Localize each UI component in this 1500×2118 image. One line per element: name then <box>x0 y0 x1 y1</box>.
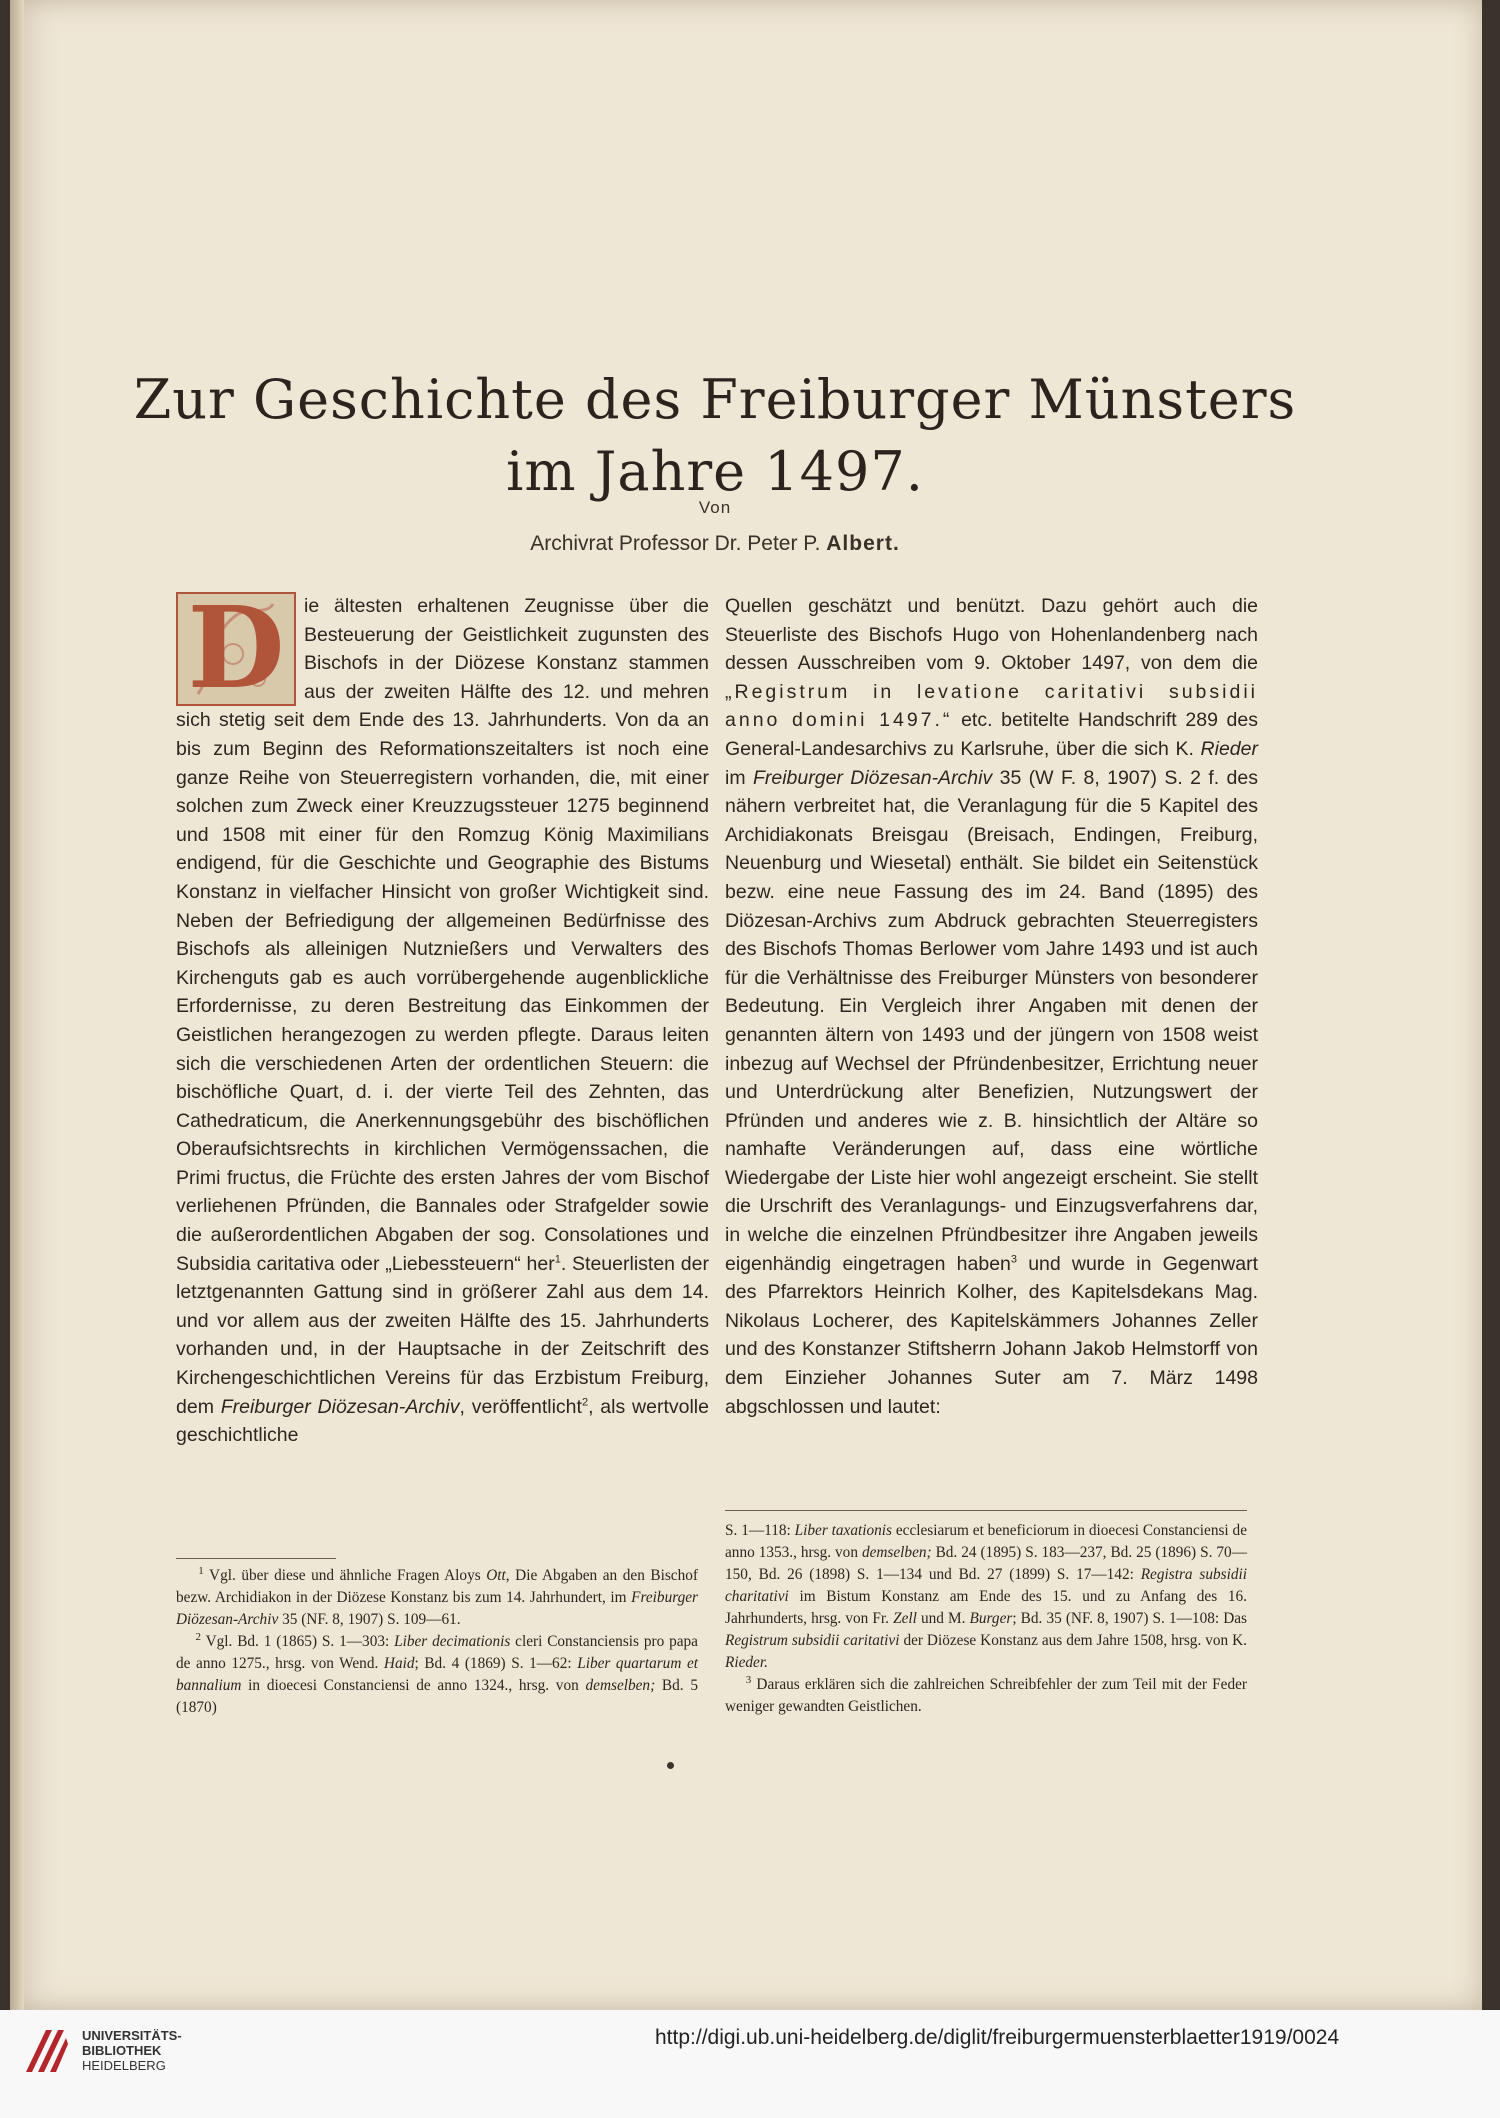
fn2c-text-i: im Bistum Konstanz am Ende des 15. und zu Anfang des 16. Jahrhunderts, hrsg. von Fr. <box>725 1588 1247 1627</box>
fn2c-text-h: Bd. 24 (1895) S. 183—237, Bd. 25 (1896) S. 70—150, Bd. 26 (1898) S. 1—134 und Bd. 27 (1899) S. 17—142: <box>725 1544 1247 1583</box>
fn2c-liber-taxationis: Liber taxationis <box>794 1522 892 1539</box>
fn2c-author-rieder: Rieder. <box>725 1654 768 1671</box>
right-column <box>725 592 1258 1421</box>
fn2-text-c: ; Bd. 4 (1869) S. 1—62: <box>414 1655 578 1672</box>
fn2-text-d: in dioecesi Constanciensi de anno 1324., hrsg. von <box>241 1677 586 1694</box>
page-speck <box>667 1762 674 1769</box>
fn1-text-a: Vgl. über diese und ähnliche Fragen Aloys <box>209 1567 487 1584</box>
fn2c-author-zell: Zell <box>893 1610 917 1627</box>
fn2c-author-burger: Burger <box>969 1610 1013 1627</box>
right-text-5: und wurde in Gegenwart des Pfarrektors Heinrich Kolher, des Kapitelsdekans Mag. Nikolaus Locherer, des Kapitelskämmers Johannes Zeller und des Konstanzer Stiftsherrn Johann Jakob Helmstorff von dem Einzieher Johannes Suter am 7. März 1498 abgschlossen und lautet: <box>725 1252 1258 1418</box>
footnote-2-continued <box>725 1520 1247 1674</box>
left-text-3: , veröffentlicht <box>459 1395 582 1418</box>
footnote-rule-left <box>176 1558 336 1559</box>
fn1-text-c: 35 (NF. 8, 1907) S. 109—61. <box>278 1611 461 1628</box>
fn2c-text-g: ecclesiarum et beneficiorum in dioecesi Constanciensi de anno 1353., hrsg. von <box>725 1522 1247 1561</box>
fn2c-text-l: der Diözese Konstanz aus dem Jahre 1508, hrsg. von K. <box>899 1632 1247 1649</box>
title-line-1: Zur Geschichte des Freiburger Münsters <box>133 368 1297 431</box>
fn2-liber-quartarum: Liber quartarum et bannalium <box>176 1655 699 1694</box>
left-text-1: ie ältesten erhaltenen Zeugnisse über die Besteuerung der Geistlichkeit zugunsten des Bischofs in der Diözese Konstanz stammen aus der zweiten Hälfte des 12. und mehren sich stetig seit dem Ende des 13. Jahrhunderts. Von da an bis zum Beginn des Reformationszeitalters ist noch eine ganze Reihe von Steuerregistern vorhanden, die, mit einer solchen zum Zweck einer Kreuzzugssteuer 1275 beginnend und 1508 mit einer für den Romzug König Maximilians endigend, für die Geschichte und Geographie des Bistums Konstanz in vielfacher Hinsicht von großer Wichtigkeit sind. Neben der Befriedigung der allgemeinen Bedürfnisse des Bischofs als alleinigen Nutznießers und Verwalters des Kirchenguts gab es auch vorrübergehende augenblickliche Erfordernisse, zu deren Bestreitung das Einkommen der Geistlichen herangezogen zu werden pflegte. Daraus leiten sich die verschiedenen Arten der ordentlichen Steuern: die bischöfliche Quart, d. i. der vierte Teil des Zehnten, das Cathedraticum, die Anerkennungsgebühr des bischöflichen Oberaufsichtsrechts in kirchlichen Vermögenssachen, die Primi fructus, die Früchte des ersten Jahres der vom Bischof verliehenen Pfründen, die Bannales oder Strafgelder sowie die außerordentlichen Abgaben der sog. Consolationes und Subsidia caritativa oder „Liebessteuern“ her <box>176 595 709 1275</box>
fn1-author: Ott <box>486 1567 506 1584</box>
library-logo-text <box>82 2028 182 2073</box>
fn2c-demselben: demselben; <box>861 1544 932 1561</box>
logo-line-2: BIBLIOTHEK <box>82 2043 162 2058</box>
author-prefix: Archivrat Professor Dr. Peter P. <box>530 532 821 555</box>
fn2-text-a: Vgl. Bd. 1 (1865) S. 1—303: <box>205 1633 395 1650</box>
footnotes-left <box>176 1565 698 1719</box>
left-text-2: . Steuerlisten der letztgenannten Gattung sind in größerer Zahl aus dem 14. und vor allem aus der zweiten Hälfte des 15. Jahrhunderts vorhanden und, in der Hauptsache in der Zeitschrift des Kirchengeschichtlichen Vereins für das Erzbistum Freiburg, dem <box>176 1252 709 1418</box>
footnote-marker-3: 3 <box>745 1673 752 1686</box>
dropcap-ornament <box>176 583 296 714</box>
footnote-2 <box>176 1631 698 1719</box>
library-logo-icon[interactable] <box>22 2026 72 2076</box>
right-paragraph <box>725 592 1258 1421</box>
footnote-marker-1: 1 <box>198 1564 204 1577</box>
footnote-ref-2[interactable]: 2 <box>581 1396 589 1409</box>
fn2c-registra: Registra subsidii charitativi <box>725 1566 1247 1605</box>
logo-line-1: UNIVERSITÄTS- <box>82 2028 182 2043</box>
dropcap-letter: D <box>187 583 285 714</box>
left-journal-title: Freiburger Diözesan-Archiv <box>220 1395 460 1418</box>
left-column <box>176 583 709 1450</box>
fn2c-text-k: ; Bd. 35 (NF. 8, 1907) S. 1—108: Das <box>1012 1610 1247 1627</box>
footnote-marker-2: 2 <box>195 1630 201 1643</box>
title-line-2: im Jahre 1497. <box>506 440 924 503</box>
fn2c-text-f: S. 1—118: <box>725 1522 795 1539</box>
footnotes-right <box>725 1520 1247 1718</box>
footer-bar <box>0 2010 1500 2118</box>
footnote-ref-3[interactable]: 3 <box>1010 1253 1018 1266</box>
right-text-2: etc. betitelte Handschrift 289 des General-Landesarchivs zu Karlsruhe, über die sich K. <box>725 709 1258 760</box>
right-spaced-title: „Registrum in levatione caritativi subsidii anno domini 1497.“ <box>725 680 1258 732</box>
fn2-liber-decimationis: Liber decimationis <box>394 1633 511 1650</box>
left-text-4: , als wertvolle geschichtliche <box>176 1395 709 1447</box>
fn2-demselben: demselben; <box>585 1677 656 1694</box>
right-author-rieder: Rieder <box>1200 737 1258 760</box>
page-binding-edge <box>10 0 24 2010</box>
footnote-3 <box>725 1674 1247 1718</box>
fn2c-registrum: Registrum subsidii caritativi <box>725 1632 900 1649</box>
footnote-rule-right <box>725 1510 1247 1511</box>
right-text-1: Quellen geschätzt und benützt. Dazu gehört auch die Steuerliste des Bischofs Hugo von Hohenlandenberg nach dessen Ausschreiben vom 9. Oktober 1497, von dem die <box>725 595 1258 675</box>
right-text-4: 35 (W F. 8, 1907) S. 2 f. des nähern verbreitet hat, die Veranlagung für die 5 Kapitel des Archidiakonats Breisgau (Breisach, Endingen, Freiburg, Neuenburg und Wiesetal) enthält. Sie bildet ein Seitenstück bezw. eine neue Fassung des im 24. Band (1895) des Diözesan-Archivs zum Abdruck gebrachten Steuerregisters des Bischofs Thomas Berlower vom Jahre 1493 und ist auch für die Verhältnisse des Freiburger Münsters von besonderer Bedeutung. Ein Vergleich ihrer Angaben mit denen der genannten ältern von 1493 und der jüngern von 1508 weist inbezug auf Wechsel der Pfründenbesitzer, Errichtung neuer und Unterdrückung alter Benefizien, Nutzungswert der Pfründen und anderes wie z. B. hinsichtlich der Altäre so namhafte Veränderungen auf, dass eine wörtliche Wiedergabe der Liste hier wohl angezeigt erscheint. Sie stellt die Urschrift des Veranlagungs- und Einzugsverfahrens dar, in welche die einzelnen Pfründbesitzer ihre Angaben jeweils eigenhändig eingetragen haben <box>725 766 1258 1275</box>
footnote-ref-1[interactable]: 1 <box>554 1253 561 1266</box>
footnote-1 <box>176 1565 698 1631</box>
fn3-text: Daraus erklären sich die zahlreichen Schreibfehler der zum Teil mit der Feder weniger gewandten Geistlichen. <box>725 1676 1247 1715</box>
fn1-text-b: , Die Abgaben an den Bischof bezw. Archidiakon in der Diözese Konstanz bis zum 14. Jahrhundert, im <box>176 1567 698 1606</box>
author-line <box>0 532 1430 556</box>
author-name: Albert. <box>826 532 900 555</box>
left-paragraph <box>176 583 709 1450</box>
fn2-text-e: Bd. 5 (1870) <box>176 1677 698 1716</box>
fn2-text-b: cleri Constanciensis pro papa de anno 1275., hrsg. von Wend. <box>176 1633 698 1672</box>
permalink-url[interactable]: http://digi.ub.uni-heidelberg.de/diglit/freiburgermuensterblaetter1919/0024 <box>655 2026 1340 2049</box>
right-text-3: im <box>725 766 753 789</box>
logo-line-3: HEIDELBERG <box>82 2058 166 2073</box>
fn2c-text-j: und M. <box>916 1610 970 1627</box>
byline-von: Von <box>698 498 732 517</box>
fn2-author-haid: Haid <box>383 1655 415 1672</box>
fn1-journal: Freiburger Diözesan-Archiv <box>176 1589 698 1628</box>
right-journal-title: Freiburger Diözesan-Archiv <box>752 766 993 789</box>
